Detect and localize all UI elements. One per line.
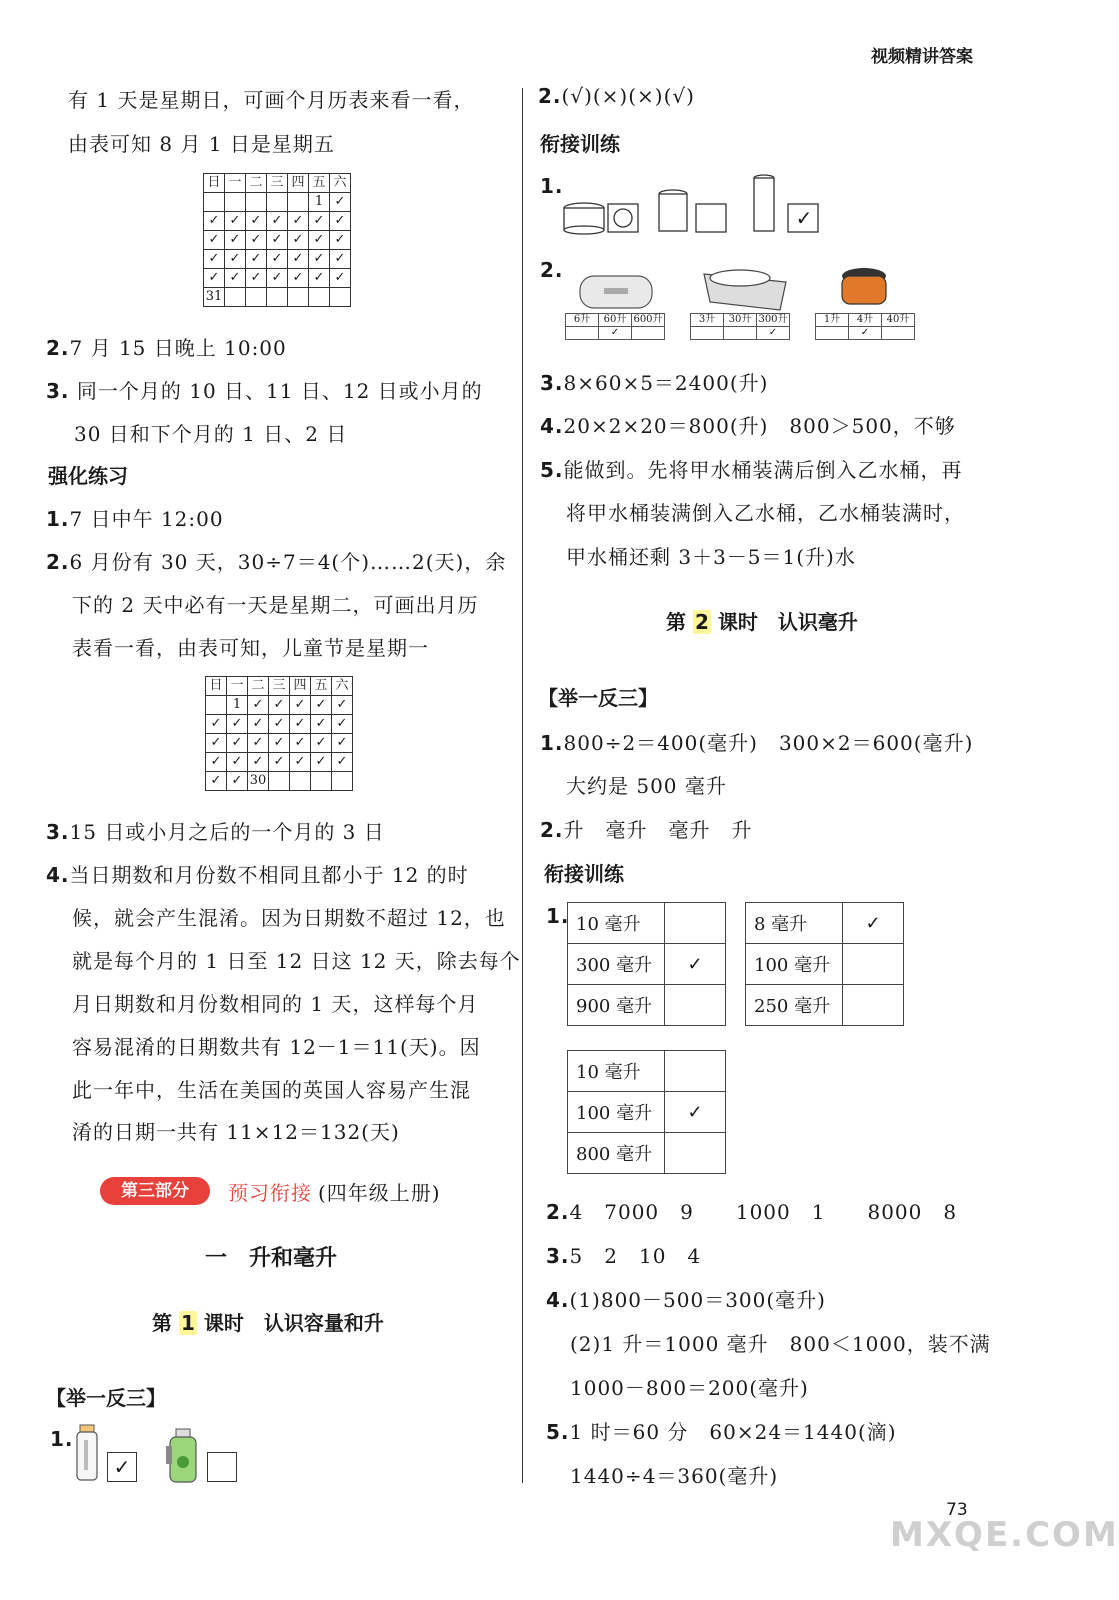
- calendar-cell: ✓: [309, 269, 330, 288]
- calendar-cell: ✓: [269, 715, 290, 734]
- q-text: 同一个月的 10 日、11 日、12 日或小月的: [76, 379, 483, 403]
- capacity-check: ✓: [599, 327, 632, 340]
- calendar-cell: ✓: [267, 212, 288, 231]
- ml-check: ✓: [843, 903, 904, 944]
- ml-check: ✓: [665, 1092, 726, 1133]
- q-text: 1 时＝60 分 60×24＝1440(滴): [569, 1420, 897, 1444]
- calendar-cell: ✓: [267, 231, 288, 250]
- ml-option: 100 毫升: [568, 1092, 665, 1133]
- q-num: 3.: [46, 379, 70, 403]
- calendar-cell: ✓: [227, 734, 248, 753]
- calendar-weekday: 四: [288, 174, 309, 193]
- calendar-cell: 1: [309, 193, 330, 212]
- q-num: 1.: [540, 731, 564, 755]
- text-line: 由表可知 8 月 1 日是星期五: [68, 132, 335, 156]
- part-title: 预习衔接: [228, 1181, 312, 1205]
- q-num: 1.: [46, 507, 70, 531]
- capacity-option: 3升: [691, 314, 724, 327]
- calendar-cell: ✓: [225, 269, 246, 288]
- answer-box-checked: ✓: [107, 1452, 137, 1482]
- calendar-cell: ✓: [204, 212, 225, 231]
- lesson-title: 课时 认识容量和升: [203, 1311, 384, 1335]
- ml-check: [665, 985, 726, 1026]
- thermos-icon: [166, 1428, 200, 1484]
- calendar-cell: [311, 772, 332, 791]
- rice-cooker-icon: [836, 264, 896, 310]
- calendar-cell: 1: [227, 696, 248, 715]
- calendar-cell: ✓: [332, 715, 353, 734]
- q-text: 6 月份有 30 天，30÷7＝4(个)……2(天)，余: [69, 550, 507, 574]
- capacity-table-1: [565, 313, 665, 340]
- section-title: 衔接训练: [544, 862, 624, 886]
- ml-check: ✓: [665, 944, 726, 985]
- calendar-cell: [225, 288, 246, 307]
- q-num: 4.: [46, 863, 70, 887]
- q-text: 候，就会产生混淆。因为日期数不超过 12，也: [72, 906, 506, 930]
- calendar-cell: ✓: [269, 734, 290, 753]
- calendar-cell: [267, 288, 288, 307]
- capacity-check: [632, 327, 665, 340]
- calendar-cell: ✓: [290, 753, 311, 772]
- q-text: 升 毫升 毫升 升: [563, 818, 753, 842]
- q-num: 1.: [50, 1427, 74, 1451]
- capacity-option: 40升: [882, 314, 915, 327]
- calendar-cell: [288, 193, 309, 212]
- calendar-cell: ✓: [248, 734, 269, 753]
- q-text: 大约是 500 毫升: [566, 774, 727, 798]
- calendar-august: [203, 173, 351, 307]
- text-line: 有 1 天是星期日，可画个月历表来看一看，: [68, 88, 475, 112]
- calendar-cell: ✓: [288, 212, 309, 231]
- q-num: 5.: [540, 458, 564, 482]
- lesson-number: 2: [694, 610, 709, 634]
- q-text: 8×60×5＝2400(升): [563, 371, 769, 395]
- calendar-june: [205, 676, 353, 791]
- calendar-cell: [332, 772, 353, 791]
- capacity-check: [882, 327, 915, 340]
- water-heater-icon: [578, 270, 658, 312]
- q-num: 4.: [546, 1288, 570, 1312]
- q-num: 2.: [538, 84, 562, 108]
- q-text: 20×2×20＝800(升) 800＞500，不够: [563, 414, 956, 438]
- q-text: (2)1 升＝1000 毫升 800＜1000，装不满: [570, 1332, 991, 1356]
- ml-option: 100 毫升: [746, 944, 843, 985]
- capacity-check: [691, 327, 724, 340]
- q-num: 5.: [546, 1420, 570, 1444]
- calendar-weekday: 五: [311, 677, 332, 696]
- calendar-cell: [288, 288, 309, 307]
- q-num: 3.: [540, 371, 564, 395]
- calendar-cell: ✓: [206, 753, 227, 772]
- part-badge: 第三部分: [100, 1177, 210, 1205]
- capacity-table-2: [690, 313, 790, 340]
- calendar-cell: ✓: [225, 231, 246, 250]
- calendar-cell: ✓: [204, 231, 225, 250]
- calendar-cell: ✓: [269, 753, 290, 772]
- ml-option: 250 毫升: [746, 985, 843, 1026]
- ml-option: 900 毫升: [568, 985, 665, 1026]
- bathtub-icon: [700, 256, 790, 314]
- calendar-cell: ✓: [332, 696, 353, 715]
- q-text: 淆的日期一共有 11×12＝132(天): [72, 1120, 400, 1144]
- q-text: 容易混淆的日期数共有 12－1＝11(天)。因: [72, 1035, 481, 1059]
- ml-check: [843, 944, 904, 985]
- section-title: 【举一反三】: [46, 1386, 166, 1410]
- ml-table-1: [567, 902, 726, 1026]
- calendar-cell: 30: [248, 772, 269, 791]
- q-num: 3.: [46, 820, 70, 844]
- calendar-weekday: 六: [330, 174, 351, 193]
- calendar-cell: ✓: [311, 715, 332, 734]
- bottle-icon: [74, 1424, 102, 1482]
- calendar-cell: ✓: [227, 715, 248, 734]
- q-text: 能做到。先将甲水桶装满后倒入乙水桶，再: [563, 458, 963, 482]
- calendar-cell: [246, 193, 267, 212]
- calendar-cell: ✓: [290, 734, 311, 753]
- calendar-cell: ✓: [246, 231, 267, 250]
- ml-option: 10 毫升: [568, 903, 665, 944]
- q-text: (1)800－500＝300(毫升): [569, 1288, 826, 1312]
- calendar-cell: [330, 288, 351, 307]
- calendar-cell: ✓: [204, 269, 225, 288]
- section-title: 【举一反三】: [538, 686, 658, 710]
- calendar-cell: ✓: [206, 715, 227, 734]
- calendar-cell: [204, 193, 225, 212]
- ml-option: 8 毫升: [746, 903, 843, 944]
- calendar-cell: [206, 696, 227, 715]
- calendar-weekday: 日: [204, 174, 225, 193]
- capacity-option: 6升: [566, 314, 599, 327]
- ml-option: 300 毫升: [568, 944, 665, 985]
- q-num: 2.: [46, 550, 70, 574]
- calendar-weekday: 四: [290, 677, 311, 696]
- q-text: 下的 2 天中必有一天是星期二，可画出月历: [72, 593, 479, 617]
- capacity-option: 4升: [849, 314, 882, 327]
- calendar-cell: ✓: [288, 231, 309, 250]
- q-text: 甲水桶还剩 3＋3－5＝1(升)水: [566, 545, 856, 569]
- calendar-cell: ✓: [267, 250, 288, 269]
- page-header: 视频精讲答案: [871, 47, 973, 67]
- q-text: 30 日和下个月的 1 日、2 日: [74, 422, 348, 446]
- ml-option: 10 毫升: [568, 1051, 665, 1092]
- calendar-cell: ✓: [330, 231, 351, 250]
- calendar-cell: ✓: [248, 696, 269, 715]
- calendar-cell: ✓: [246, 212, 267, 231]
- q-num: 2.: [540, 258, 564, 282]
- calendar-cell: ✓: [225, 212, 246, 231]
- capacity-check: [724, 327, 757, 340]
- lesson-number: 1: [180, 1311, 195, 1335]
- capacity-option: 1升: [816, 314, 849, 327]
- q-num: 1.: [546, 904, 570, 928]
- calendar-cell: [290, 772, 311, 791]
- q-num: 4.: [540, 414, 564, 438]
- calendar-cell: ✓: [227, 753, 248, 772]
- calendar-cell: ✓: [311, 753, 332, 772]
- calendar-weekday: 一: [227, 677, 248, 696]
- q-num: 1.: [540, 174, 564, 198]
- calendar-cell: ✓: [288, 250, 309, 269]
- q-text: 表看一看，由表可知，儿童节是星期一: [72, 636, 429, 660]
- capacity-check: [816, 327, 849, 340]
- calendar-cell: [267, 193, 288, 212]
- ml-check: [665, 1133, 726, 1174]
- calendar-cell: ✓: [267, 269, 288, 288]
- calendar-weekday: 一: [225, 174, 246, 193]
- q-text: 当日期数和月份数不相同且都小于 12 的时: [69, 863, 469, 887]
- calendar-cell: ✓: [246, 269, 267, 288]
- q-text: 800÷2＝400(毫升) 300×2＝600(毫升): [563, 731, 974, 755]
- q-text: 1000－800＝200(毫升): [570, 1376, 809, 1400]
- calendar-weekday: 三: [267, 174, 288, 193]
- column-divider: [522, 88, 523, 1483]
- calendar-cell: ✓: [330, 250, 351, 269]
- q-text: 7 月 15 日晚上 10:00: [69, 336, 287, 360]
- calendar-cell: ✓: [332, 734, 353, 753]
- calendar-cell: ✓: [290, 696, 311, 715]
- q-num: 2.: [540, 818, 564, 842]
- calendar-cell: ✓: [288, 269, 309, 288]
- calendar-cell: ✓: [330, 212, 351, 231]
- calendar-weekday: 六: [332, 677, 353, 696]
- part-subtitle: (四年级上册): [318, 1181, 441, 1205]
- ml-check: [843, 985, 904, 1026]
- lesson-prefix: 第: [152, 1311, 172, 1335]
- calendar-cell: ✓: [311, 696, 332, 715]
- calendar-cell: [225, 193, 246, 212]
- calendar-weekday: 二: [246, 174, 267, 193]
- ml-check: [665, 903, 726, 944]
- calendar-cell: [269, 772, 290, 791]
- calendar-cell: ✓: [204, 250, 225, 269]
- capacity-option: 30升: [724, 314, 757, 327]
- calendar-cell: ✓: [246, 250, 267, 269]
- calendar-cell: ✓: [248, 753, 269, 772]
- calendar-cell: ✓: [330, 269, 351, 288]
- capacity-table-3: [815, 313, 915, 340]
- section-title: 强化练习: [48, 464, 128, 488]
- calendar-cell: ✓: [206, 734, 227, 753]
- lesson-prefix: 第: [666, 610, 686, 634]
- calendar-cell: ✓: [248, 715, 269, 734]
- ml-check: [665, 1051, 726, 1092]
- q-text: (√)(×)(×)(√): [561, 84, 695, 108]
- calendar-cell: ✓: [290, 715, 311, 734]
- answer-box-empty: [207, 1452, 237, 1482]
- calendar-weekday: 三: [269, 677, 290, 696]
- capacity-option: 600升: [633, 314, 663, 325]
- ml-table-3: [567, 1050, 726, 1174]
- capacity-check: ✓: [849, 327, 882, 340]
- calendar-cell: ✓: [332, 753, 353, 772]
- q-num: 3.: [546, 1244, 570, 1268]
- section-title: 衔接训练: [540, 132, 620, 156]
- q-text: 此一年中，生活在美国的英国人容易产生混: [72, 1078, 471, 1102]
- ml-option: 800 毫升: [568, 1133, 665, 1174]
- calendar-weekday: 五: [309, 174, 330, 193]
- lesson-title: 课时 认识毫升: [717, 610, 858, 634]
- capacity-option: 60升: [599, 314, 632, 327]
- calendar-cell: 31: [204, 288, 225, 307]
- calendar-cell: ✓: [309, 231, 330, 250]
- calendar-cell: ✓: [227, 772, 248, 791]
- q-num: 2.: [546, 1200, 570, 1224]
- q-text: 就是每个月的 1 日至 12 日这 12 天，除去每个: [72, 949, 521, 973]
- page-number: 73: [946, 1500, 968, 1520]
- ml-table-2: [745, 902, 904, 1026]
- capacity-check: ✓: [757, 327, 790, 340]
- capacity-option: 300升: [758, 314, 788, 325]
- calendar-weekday: 二: [248, 677, 269, 696]
- calendar-cell: ✓: [309, 212, 330, 231]
- watermark: MXQE.COM: [890, 1515, 1119, 1555]
- capacity-check: [566, 327, 599, 340]
- q-num: 2.: [46, 336, 70, 360]
- q-text: 5 2 10 4: [569, 1244, 702, 1268]
- calendar-cell: ✓: [269, 696, 290, 715]
- calendar-cell: ✓: [311, 734, 332, 753]
- calendar-weekday: 日: [206, 677, 227, 696]
- calendar-cell: ✓: [330, 193, 351, 212]
- check-mark: ✓: [795, 206, 813, 230]
- q-text: 将甲水桶装满倒入乙水桶，乙水桶装满时，: [566, 501, 965, 525]
- q-text: 7 日中午 12:00: [69, 507, 224, 531]
- q-text: 15 日或小月之后的一个月的 3 日: [69, 820, 385, 844]
- q-text: 1440÷4＝360(毫升): [570, 1464, 779, 1488]
- q-text: 4 7000 9 1000 1 8000 8: [569, 1200, 958, 1224]
- calendar-cell: ✓: [309, 250, 330, 269]
- calendar-cell: ✓: [206, 772, 227, 791]
- calendar-cell: ✓: [225, 250, 246, 269]
- calendar-cell: [246, 288, 267, 307]
- unit-title: 一 升和毫升: [205, 1246, 338, 1271]
- calendar-cell: [309, 288, 330, 307]
- q-text: 月日期数和月份数相同的 1 天，这样每个月: [72, 992, 479, 1016]
